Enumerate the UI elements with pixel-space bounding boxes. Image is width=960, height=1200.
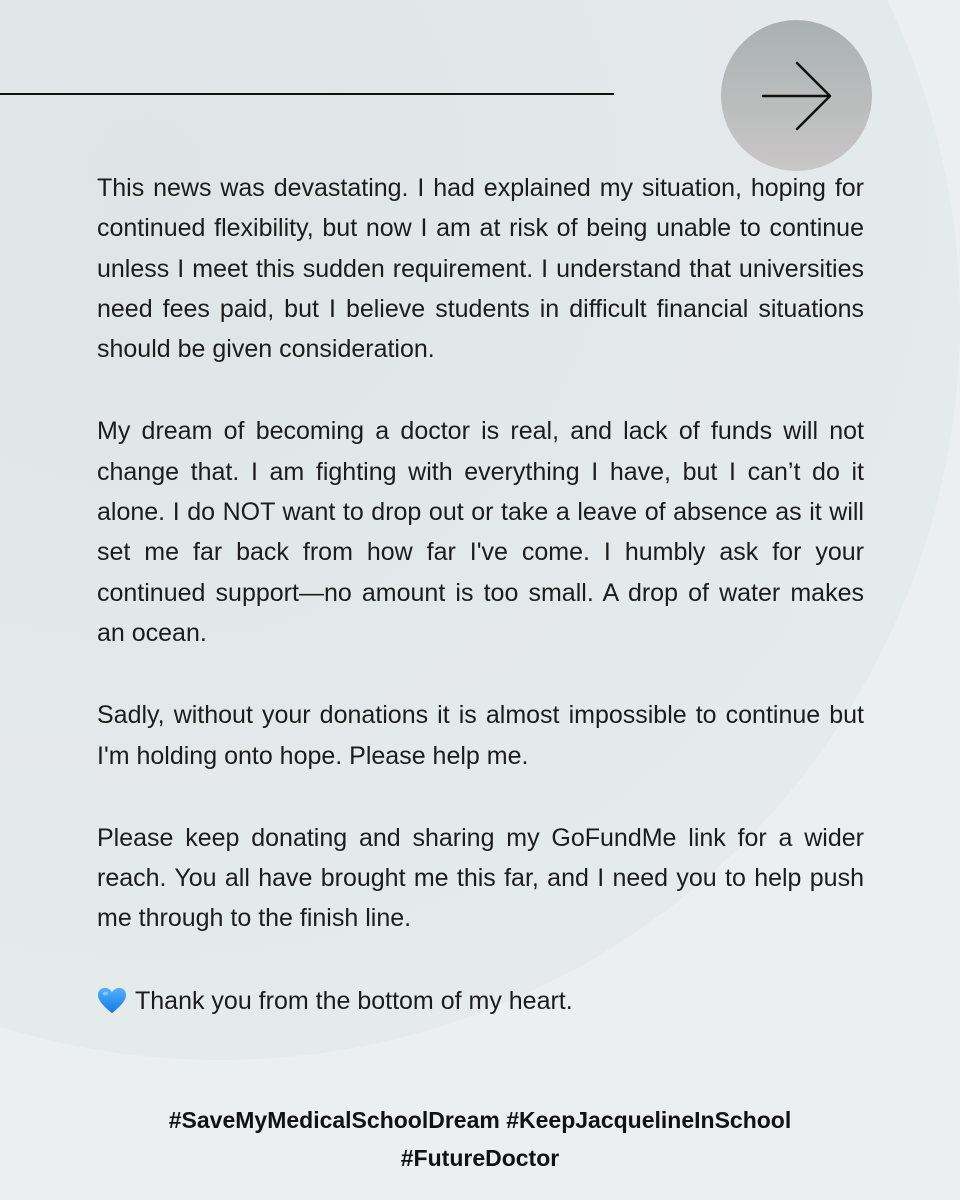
hashtags-line-1: #SaveMyMedicalSchoolDream #KeepJacquelineInSchool <box>168 1107 792 1133</box>
header-divider-line <box>0 93 614 95</box>
next-button[interactable] <box>721 20 872 171</box>
hashtags <box>60 1101 900 1177</box>
closing-thanks-text: Thank you from the bottom of my heart. <box>135 986 573 1015</box>
paragraph-devastating-news: This news was devastating. I had explained my situation, hoping for continued flexibility, but now I am at risk of being unable to continue unless I meet this sudden requirement. I understand that universities need fees paid, but I believe students in difficult financial situations should be given consideration. <box>97 174 864 364</box>
closing-thanks <box>97 981 864 1021</box>
paragraph-donations: Sadly, without your donations it is almost impossible to continue but I'm holding onto hope. Please help me. <box>97 701 864 770</box>
paragraph-keep-sharing: Please keep donating and sharing my GoFundMe link for a wider reach. You all have brought me this far, and I need you to help push me through to the finish line. <box>97 823 864 933</box>
hashtags-line-2: #FutureDoctor <box>400 1145 560 1171</box>
arrow-right-icon <box>759 58 835 134</box>
message-body <box>97 168 864 1063</box>
paragraph-dream: My dream of becoming a doctor is real, and lack of funds will not change that. I am fighting with everything I have, but I can’t do it alone. I do NOT want to drop out or take a leave of absence as it will set me far back from how far I've come. I humbly ask for your continued support—no amount is too small. A drop of water makes an ocean. <box>97 417 864 647</box>
blue-heart-icon <box>97 986 127 1016</box>
